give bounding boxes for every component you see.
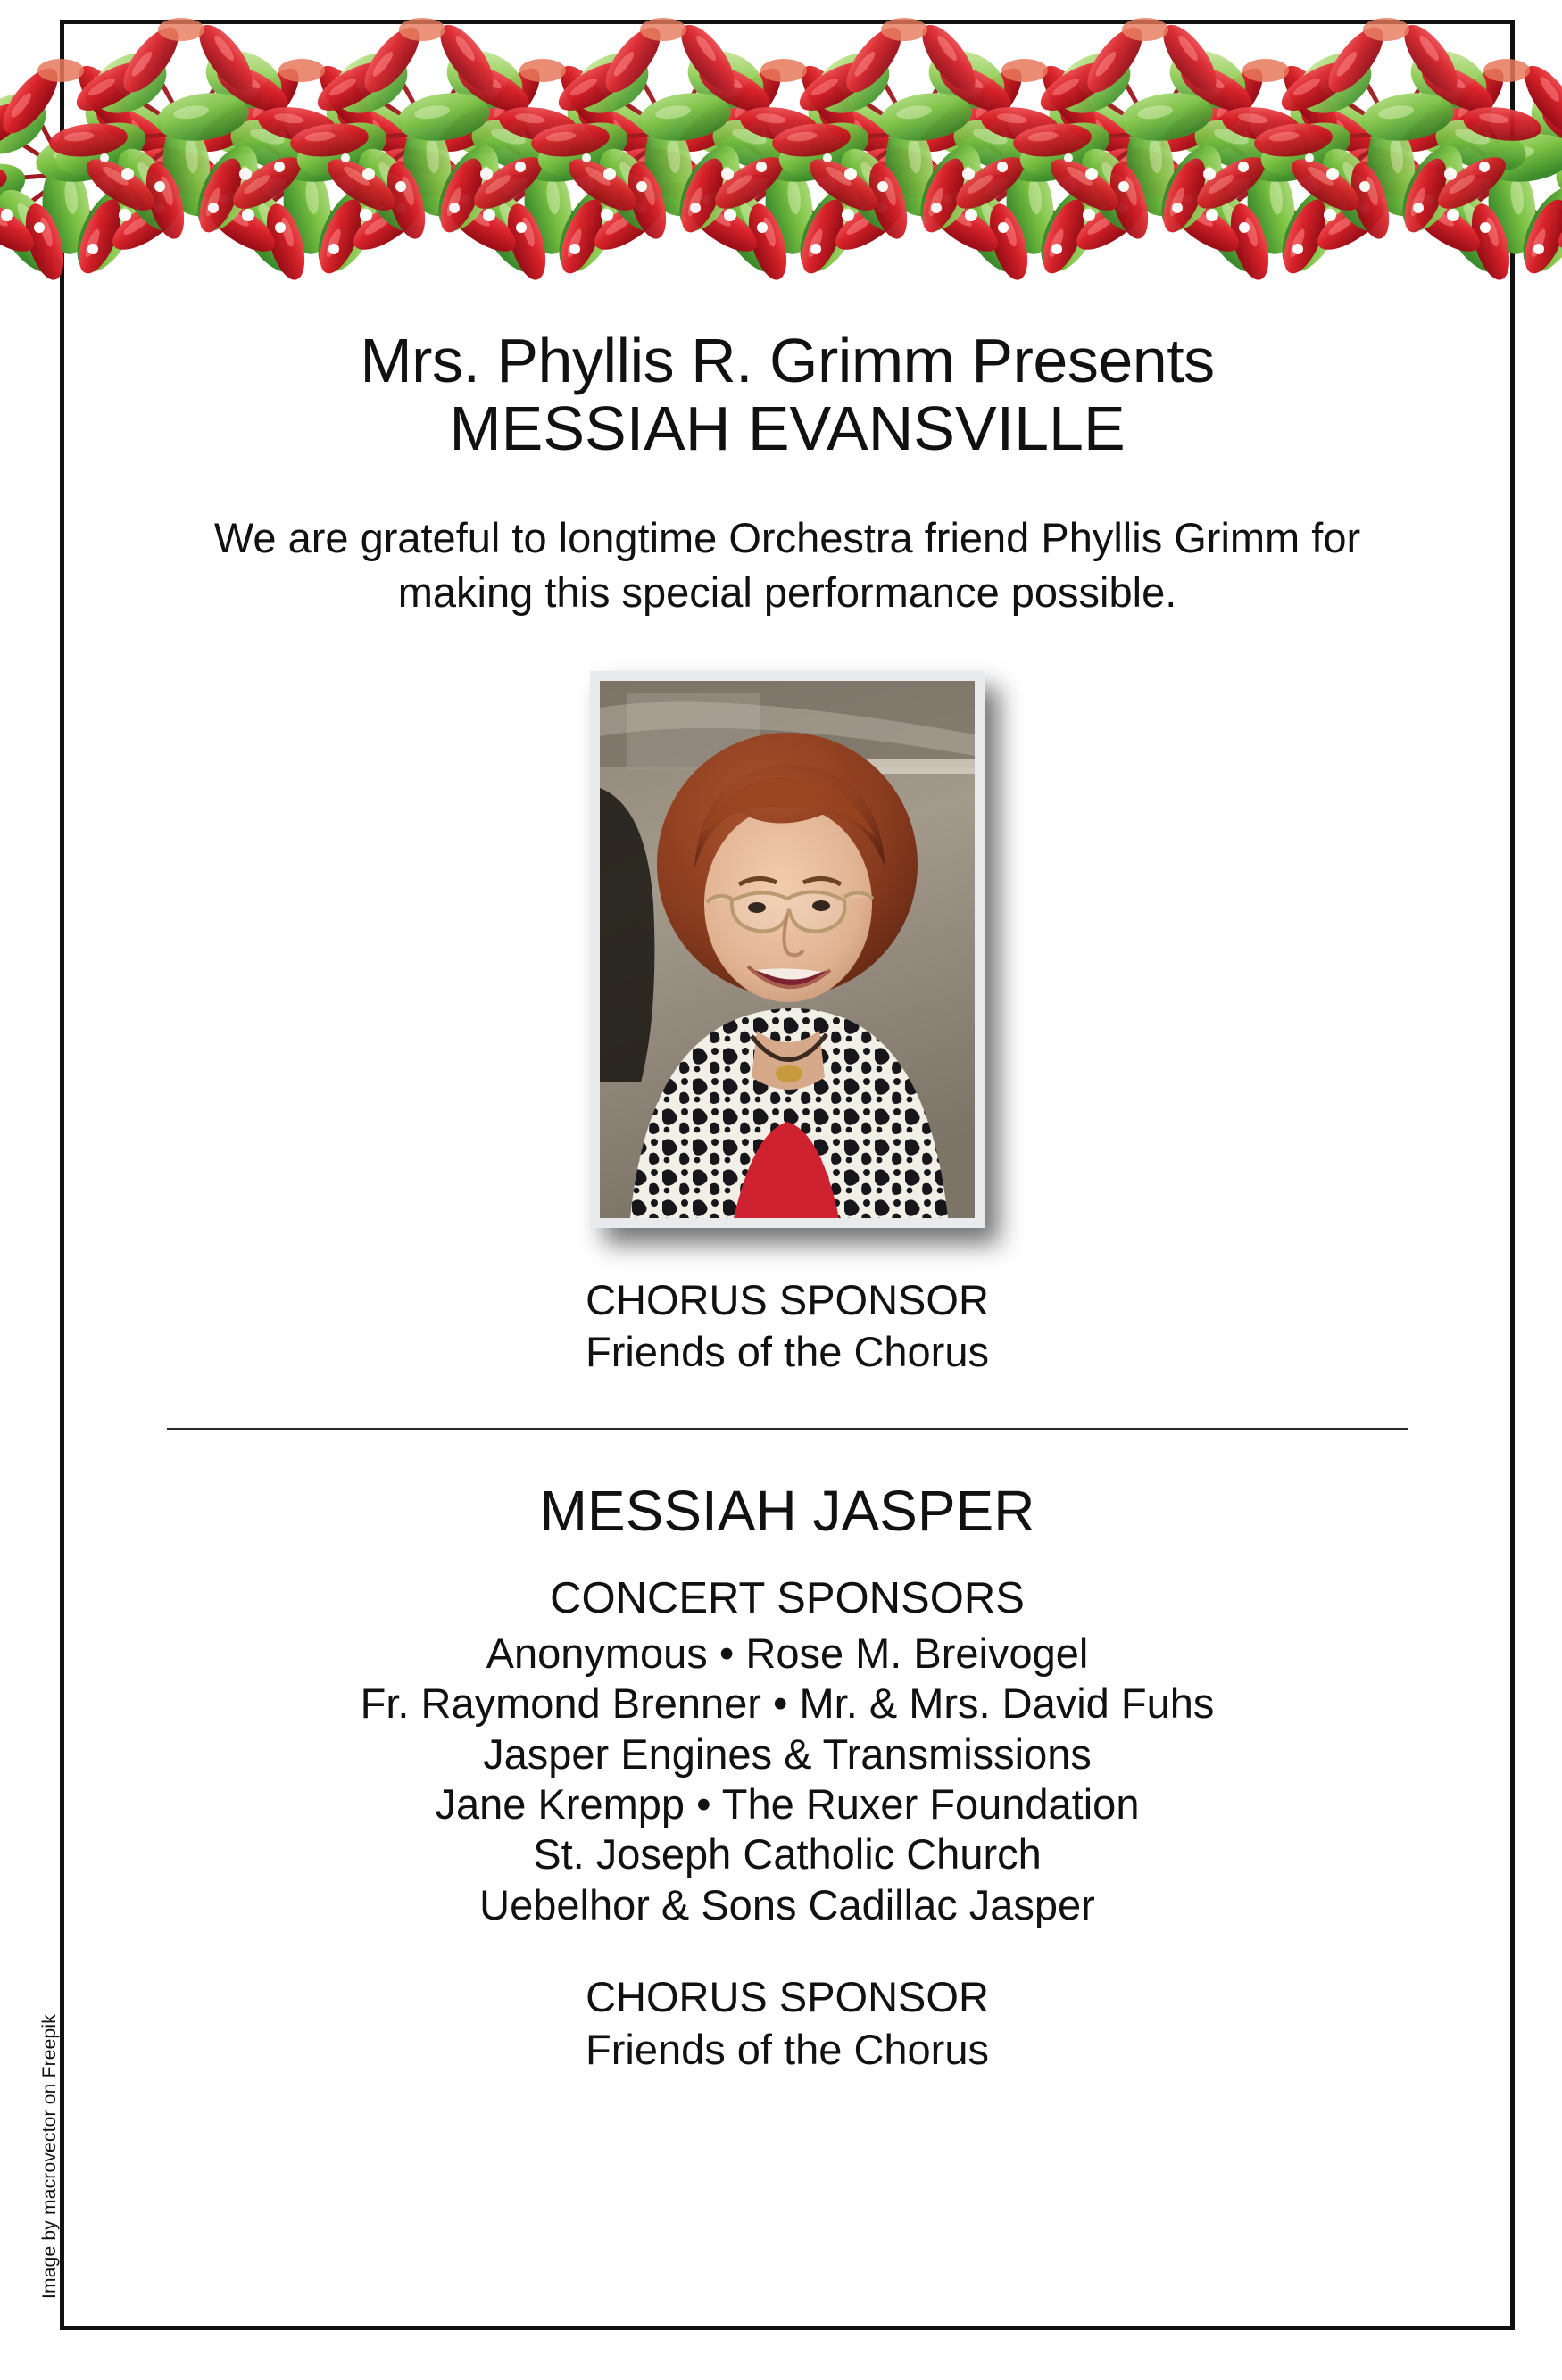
program-page (39, 20, 1515, 2330)
list-item: Jane Krempp • The Ruxer Foundation (435, 1780, 1140, 1829)
evansville-chorus-sponsor-name: Friends of the Chorus (586, 1328, 989, 1376)
concert-sponsors-label: CONCERT SPONSORS (550, 1574, 1025, 1623)
list-item: St. Joseph Catholic Church (533, 1830, 1042, 1878)
list-item: Anonymous • Rose M. Breivogel (486, 1629, 1089, 1677)
jasper-chorus-sponsor-name: Friends of the Chorus (586, 2025, 989, 2073)
concert-sponsors-list (64, 1629, 1510, 1930)
image-attribution: Image by macrovector on Freepik (39, 2014, 60, 2299)
jasper-title: MESSIAH JASPER (539, 1479, 1035, 1544)
page-title: MESSIAH EVANSVILLE (449, 394, 1126, 464)
jasper-chorus-sponsor-block (64, 1971, 1510, 2076)
program-content (64, 263, 1510, 2076)
list-item: Fr. Raymond Brenner • Mr. & Mrs. David Fuhs (360, 1679, 1215, 1728)
section-divider (167, 1428, 1408, 1430)
evansville-chorus-sponsor-label: CHORUS SPONSOR (586, 1275, 989, 1323)
holly-berry-border (64, 24, 1510, 263)
portrait-photo-wrapper (590, 671, 985, 1228)
list-item: Uebelhor & Sons Cadillac Jasper (479, 1880, 1095, 1928)
portrait-photo-frame (590, 671, 985, 1228)
avatar (600, 681, 975, 1218)
presents-line: Mrs. Phyllis R. Grimm Presents (360, 326, 1215, 395)
intro-paragraph: We are grateful to longtime Orchestra friend Phyllis Grimm for making this special performance possible. (213, 513, 1361, 616)
list-item: Jasper Engines & Transmissions (483, 1729, 1092, 1778)
jasper-chorus-sponsor-label: CHORUS SPONSOR (586, 1973, 989, 2021)
